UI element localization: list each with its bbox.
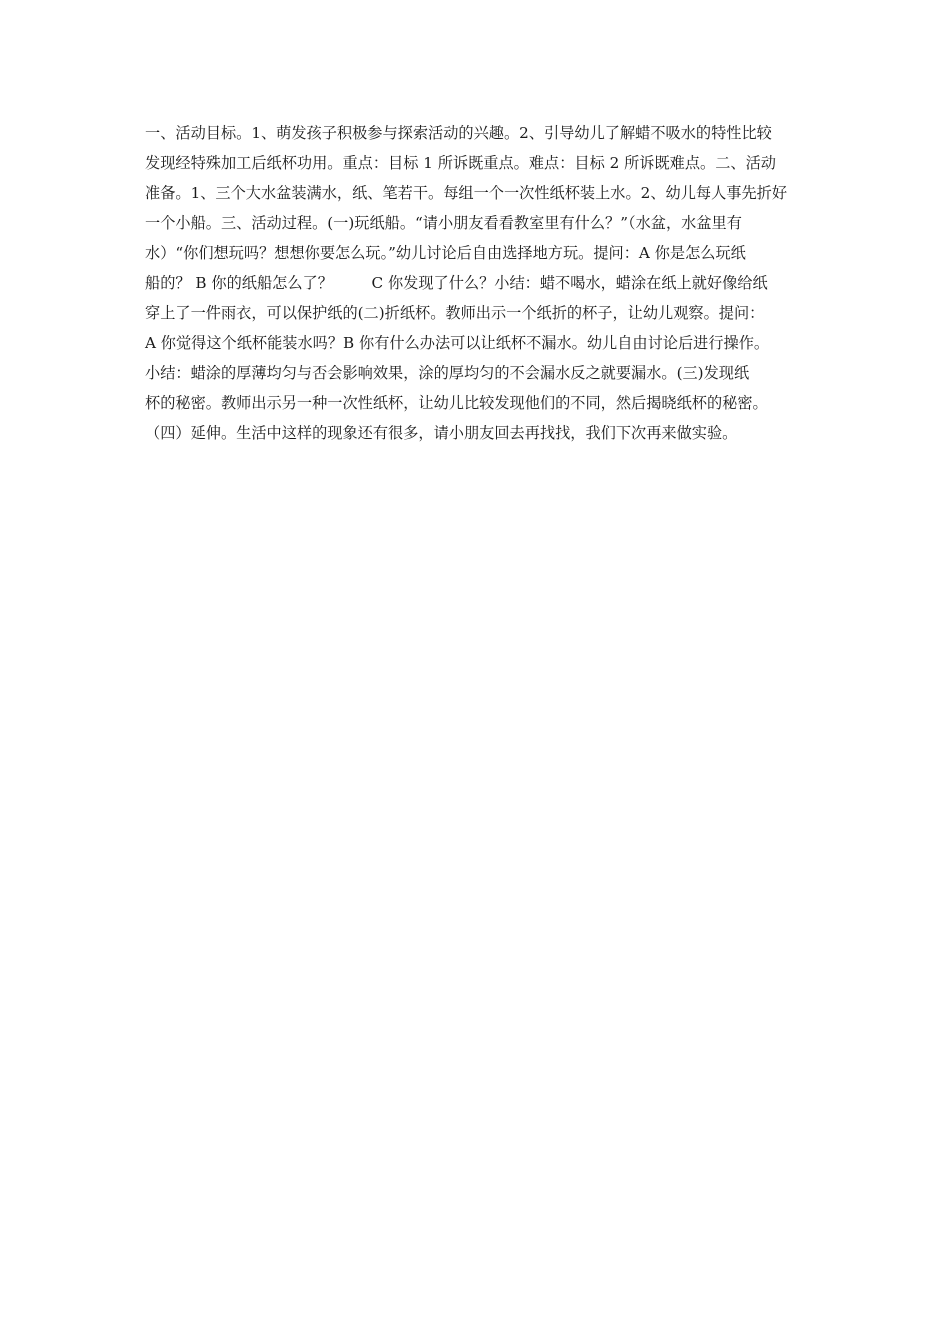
text-line-6: 船的？ B 你的纸船怎么了？ C 你发现了什么？小结：蜡不喝水，蜡涂在纸上就好像给纸 [145,274,768,292]
text-line-9: 小结：蜡涂的厚薄均匀与否会影响效果，涂的厚均匀的不会漏水反之就要漏水。(三)发现纸 [145,364,750,382]
text-line-10: 杯的秘密。教师出示另一种一次性纸杯，让幼儿比较发现他们的不同，然后揭晓纸杯的秘密。 [145,394,768,412]
text-line-7: 穿上了一件雨衣，可以保护纸的(二)折纸杯。教师出示一个纸折的杯子，让幼儿观察。提问： [145,304,765,322]
text-line-1: 一、活动目标。1、萌发孩子积极参与探索活动的兴趣。2、引导幼儿了解蜡不吸水的特性比较 [145,124,772,142]
text-line-8: A 你觉得这个纸杯能装水吗？B 你有什么办法可以让纸杯不漏水。幼儿自由讨论后进行操作。 [145,334,770,352]
text-line-3: 准备。1、三个大水盆装满水，纸、笔若干。每组一个一次性纸杯装上水。2、幼儿每人事先折好 [145,184,788,202]
text-line-11: （四）延伸。生活中这样的现象还有很多，请小朋友回去再找找，我们下次再来做实验。 [145,424,738,442]
text-line-2: 发现经特殊加工后纸杯功用。重点：目标 1 所诉既重点。难点：目标 2 所诉既难点。二、活动 [145,154,776,172]
text-line-4: 一个小船。三、活动过程。(一)玩纸船。“请小朋友看看教室里有什么？”（水盆，水盆里有 [145,214,742,232]
document-body [145,118,820,448]
text-line-5: 水）“你们想玩吗？想想你要怎么玩。”幼儿讨论后自由选择地方玩。提问：A 你是怎么玩纸 [145,244,746,262]
